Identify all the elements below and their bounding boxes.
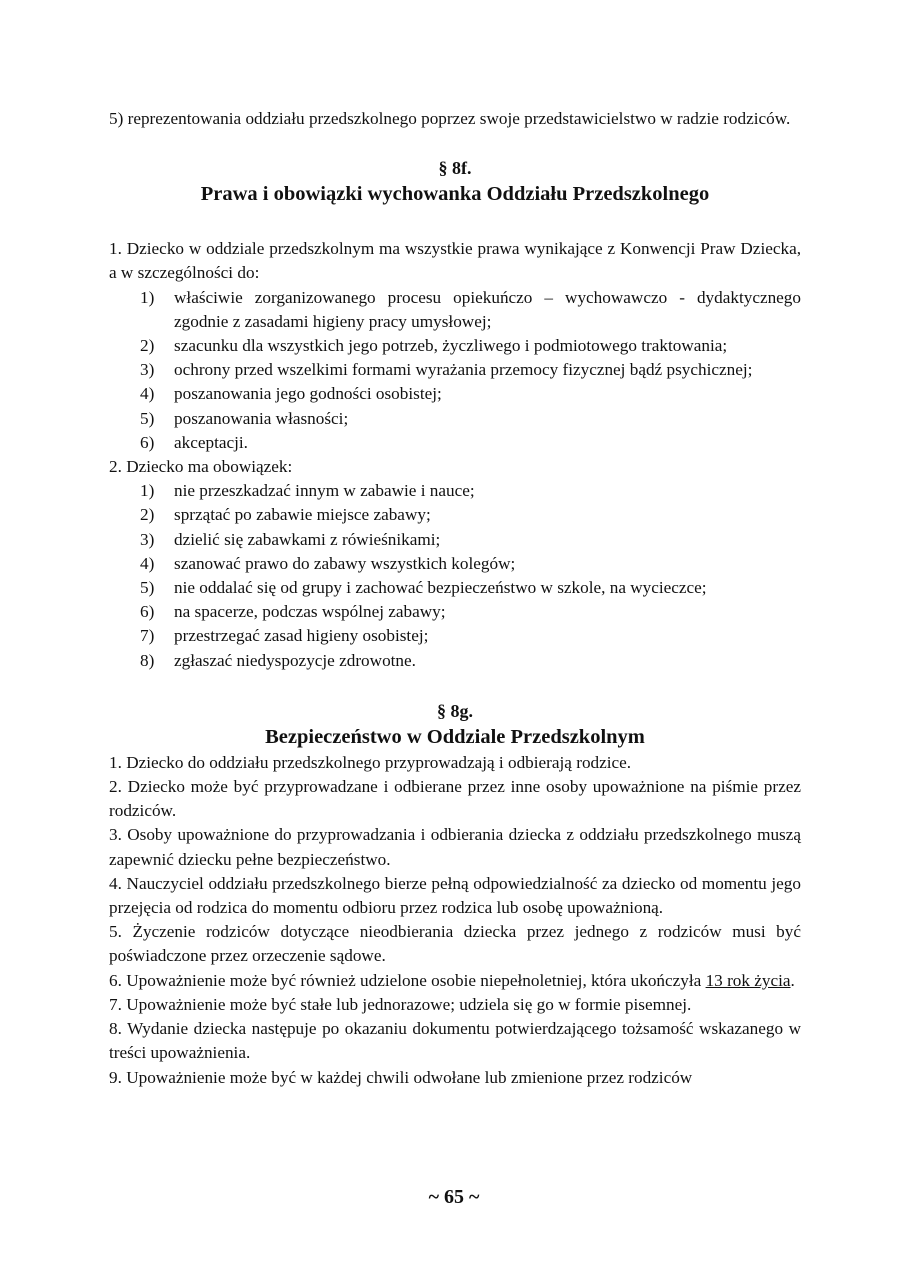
underlined-age: 13 rok życia xyxy=(705,970,791,990)
list-item: 8) zgłaszać niedyspozycje zdrowotne. xyxy=(140,650,416,670)
list-item: 1) właściwie zorganizowanego procesu opiekuńczo – wychowawczo - dydaktycznego zgodnie z zasadami higieny pracy umysłowej; xyxy=(140,287,801,331)
list-item: 5) nie oddalać się od grupy i zachować bezpieczeństwo w szkole, na wycieczce; xyxy=(140,578,707,598)
list-item: 6) akceptacji. xyxy=(140,432,248,452)
section-8f-p1-lead: 1. Dziecko w oddziale przedszkolnym ma wszystkie prawa wynikające z Konwencji Praw Dziecka, a w szczególności do: xyxy=(109,239,801,283)
list-item: 1) nie przeszkadzać innym w zabawie i nauce; xyxy=(140,481,475,501)
section-8g-paragraph: 4. Nauczyciel oddziału przedszkolnego bierze pełną odpowiedzialność za dziecko od momentu jego przejęcia od rodzica do momentu odbioru przez rodzica lub osobę upoważnioną. xyxy=(109,873,801,918)
section-8g-title: Bezpieczeństwo w Oddziale Przedszkolnym xyxy=(265,725,645,748)
list-item: 6) na spacerze, podczas wspólnej zabawy; xyxy=(140,602,446,622)
section-8g-paragraph: 1. Dziecko do oddziału przedszkolnego przyprowadzają i odbierają rodzice. xyxy=(109,752,632,772)
section-8g-paragraph: 8. Wydanie dziecka następuje po okazaniu dokumentu potwierdzającego tożsamość wskazanego w treści upoważnienia. xyxy=(109,1019,801,1063)
list-item: 7) przestrzegać zasad higieny osobistej; xyxy=(140,626,429,646)
section-8g-paragraph: 2. Dziecko może być przyprowadzane i odbierane przez inne osoby upoważnione na piśmie przez rodziców. xyxy=(109,777,801,821)
document-page xyxy=(109,107,801,1090)
intro-item: 5) reprezentowania oddziału przedszkolnego poprzez swoje przedstawicielstwo w radzie rodziców. xyxy=(109,109,791,128)
list-item: 3) ochrony przed wszelkimi formami wyrażania przemocy fizycznej bądź psychicznej; xyxy=(140,360,753,380)
list-item: 4) poszanowania jego godności osobistej; xyxy=(140,384,442,404)
section-8g-paragraph-6: 6. Upoważnienie może być również udzielone osobie niepełnoletniej, która ukończyła 13 rok życia. xyxy=(109,970,795,990)
list-item: 3) dzielić się zabawkami z rówieśnikami; xyxy=(140,529,441,549)
list-item: 2) sprzątać po zabawie miejsce zabawy; xyxy=(140,505,431,525)
section-8f-title: Prawa i obowiązki wychowanka Oddziału Przedszkolnego xyxy=(200,183,710,206)
section-8g-number: § 8g. xyxy=(437,700,473,721)
list-item: 4) szanować prawo do zabawy wszystkich kolegów; xyxy=(140,553,516,573)
section-8g-paragraph: 7. Upoważnienie może być stałe lub jednorazowe; udziela się go w formie pisemnej. xyxy=(109,994,692,1014)
section-8f-number: § 8f. xyxy=(438,158,472,179)
list-item: 5) poszanowania własności; xyxy=(140,408,349,428)
rights-list xyxy=(109,286,801,455)
section-8g-paragraph: 5. Życzenie rodziców dotyczące nieodbierania dziecka przez jednego z rodziców musi być poświadczone przez orzeczenie sądowe. xyxy=(109,922,801,966)
duties-list xyxy=(109,479,801,673)
section-8f-p2-lead: 2. Dziecko ma obowiązek: xyxy=(109,457,293,477)
section-8g-paragraph: 9. Upoważnienie może być w każdej chwili odwołane lub zmienione przez rodziców xyxy=(109,1067,693,1087)
section-8g-paragraph: 3. Osoby upoważnione do przyprowadzania i odbierania dziecka z oddziału przedszkolnego muszą zapewnić dziecku pełne bezpieczeństwo. xyxy=(109,825,801,869)
page-number: ~ 65 ~ xyxy=(428,1186,480,1208)
list-item: 2) szacunku dla wszystkich jego potrzeb, życzliwego i podmiotowego traktowania; xyxy=(140,336,728,356)
